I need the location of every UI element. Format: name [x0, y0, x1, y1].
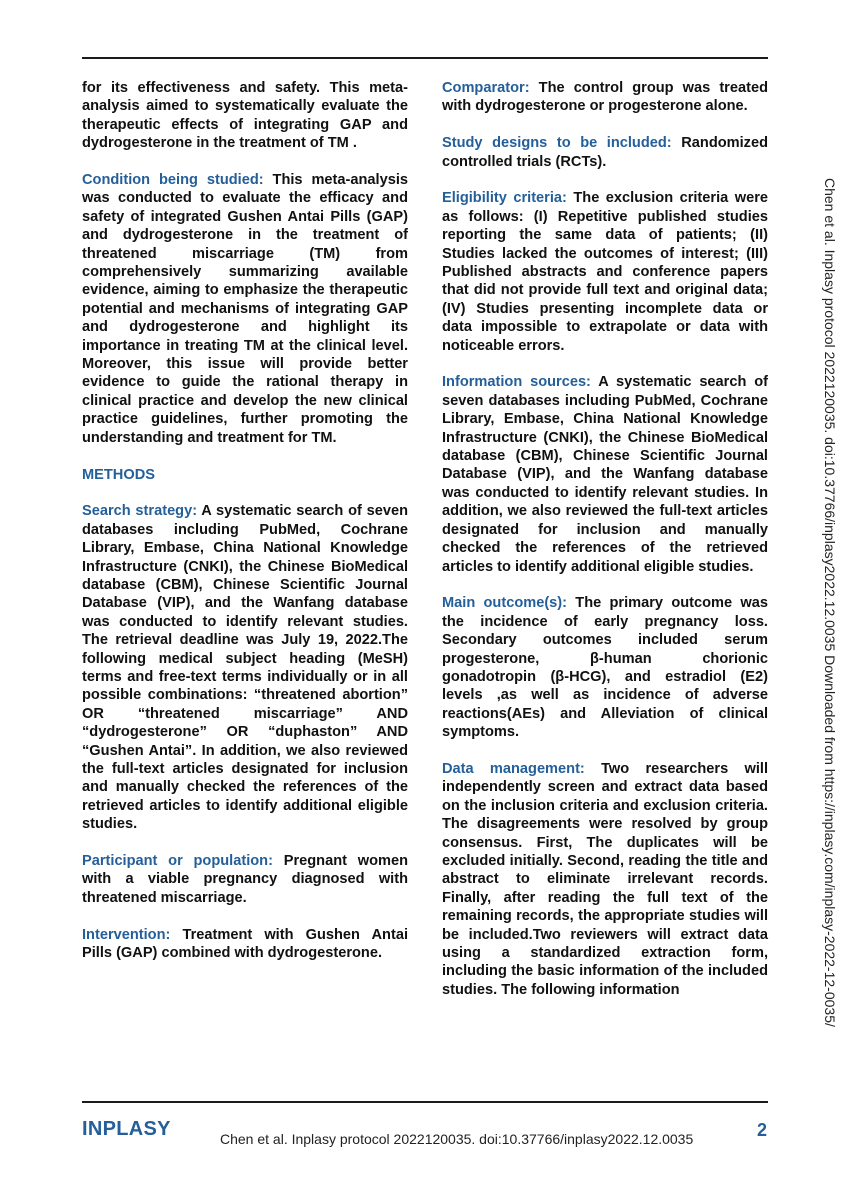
side-citation-text[interactable]: Chen et al. Inplasy protocol 2022120035. doi:10.37766/inplasy2022.12.0035 Downloaded from https://inplasy.com/inplasy-2022-12-0035/: [822, 178, 838, 1027]
page-number: 2: [757, 1120, 768, 1140]
sources-text: A systematic search of seven databases including PubMed, Cochrane Library, Embase, China National Knowledge Infrastructure (CNKI), the Chinese BioMedical database (CBM), Chinese Scientific Journal Database (VIP), and the Wanfang database was conducted to identify relevant studies. In addition, we also reviewed the full-text articles designated for inclusion and manually checked the references of the retrieved articles to identify additional eligible studies.: [442, 374, 768, 575]
participant-text: Pregnant women with a viable pregnancy diagnosed with threatened miscarriage.: [82, 853, 408, 906]
data-management-text: Two researchers will independently screen and extract data based on the inclusion criteria and exclusion criteria. The disagreements were resolved by group consensus. First, The duplicates will be excluded initially. Second, reading the title and abstract to eliminate irrelevant records. Finally, after reading the full text of the remaining records, the appropriate studies will be included.Two reviewers will extract data using a standardized extraction form, including the basic information of the included studies. The following information: [442, 760, 768, 998]
right-column: [442, 79, 768, 1018]
designs-text: Randomized controlled trials (RCTs).: [442, 135, 769, 170]
eligibility-paragraph: [442, 189, 768, 355]
bottom-rule: [82, 1101, 768, 1103]
outcome-paragraph: [442, 594, 768, 741]
condition-paragraph: [82, 171, 408, 447]
comparator-heading: Comparator:: [442, 80, 530, 96]
eligibility-heading: Eligibility criteria:: [442, 190, 567, 207]
eligibility-text: The exclusion criteria were as follows: (I) Repetitive published studies reporting the same data of patients; (II) Studies lacked the outcomes of interest; (III) Published abstracts and conference papers that did not provide full text and original data; (IV) Studies presenting incomplete data or data impossible to extrapolate or data with noticeable errors.: [442, 190, 768, 354]
comparator-paragraph: [442, 79, 768, 116]
intervention-paragraph: [82, 926, 408, 963]
journal-brand: INPLASY: [82, 1118, 171, 1140]
side-citation: [822, 178, 838, 1068]
footer-citation: Chen et al. Inplasy protocol 2022120035. doi:10.37766/inplasy2022.12.0035: [220, 1131, 694, 1147]
data-management-paragraph: [442, 760, 768, 999]
search-heading: Search strategy:: [82, 503, 198, 520]
comparator-text: The control group was treated with dydrogesterone or progesterone alone.: [442, 80, 768, 115]
designs-heading: Study designs to be included:: [442, 135, 672, 152]
outcome-heading: Main outcome(s):: [442, 595, 568, 612]
condition-text: This meta-analysis was conducted to evaluate the efficacy and safety of integrated Gushen Antai Pills (GAP) and dydrogesterone in the treatment of threatened miscarriage (TM) from comprehensively summarizing available evidence, aiming to emphasize the therapeutic potential and mechanisms of integrating GAP and dydrogesterone and highlight its importance in treating TM at the clinical level. Moreover, this issue will provide better evidence to guide the rational therapy in clinical practice and develop the new clinical practice guidelines, further promoting the understanding and treatment for TM.: [82, 172, 408, 446]
top-rule: [82, 57, 768, 59]
condition-heading: Condition being studied:: [82, 172, 264, 189]
intro-paragraph: for its effectiveness and safety. This meta-analysis aimed to systematically evaluate the therapeutic effects of integrating GAP and dydrogesterone in the treatment of TM .: [82, 80, 408, 152]
data-management-heading: Data management:: [442, 760, 585, 777]
search-text: A systematic search of seven databases including PubMed, Cochrane Library, Embase, China National Knowledge Infrastructure (CNKI), the Chinese BioMedical database (CBM), Chinese Scientific Journal Database (VIP), and the Wanfang database was conducted to identify relevant studies. The retrieval deadline was July 19, 2022.The following medical subject heading (MeSH) terms and free-text terms individually or in all possible combinations: “threatened abortion” OR “threatened miscarriage” AND “dydrogesterone” OR “duphaston” AND “Gushen Antai”. In addition, we also reviewed the full-text articles designated for inclusion and manually checked the references of the retrieved articles to identify additional eligible studies.: [82, 503, 408, 833]
intervention-text: Treatment with Gushen Antai Pills (GAP) combined with dydrogesterone.: [82, 926, 408, 962]
sources-heading: Information sources:: [442, 374, 591, 391]
methods-heading: METHODS: [82, 466, 155, 483]
left-column: [82, 79, 408, 981]
intervention-heading: Intervention:: [82, 926, 171, 943]
participant-heading: Participant or population:: [82, 853, 273, 869]
search-paragraph: [82, 502, 408, 833]
outcome-text: The primary outcome was the incidence of early pregnancy loss. Secondary outcomes included serum progesterone, β-human chorionic gonadotropin (β-HCG), and estradiol (E2) levels ,as well as incidence of adverse reactions(AEs) and Alleviation of clinical symptoms.: [442, 595, 768, 741]
participant-paragraph: [82, 852, 408, 907]
designs-paragraph: [442, 134, 768, 171]
sources-paragraph: [442, 373, 768, 575]
